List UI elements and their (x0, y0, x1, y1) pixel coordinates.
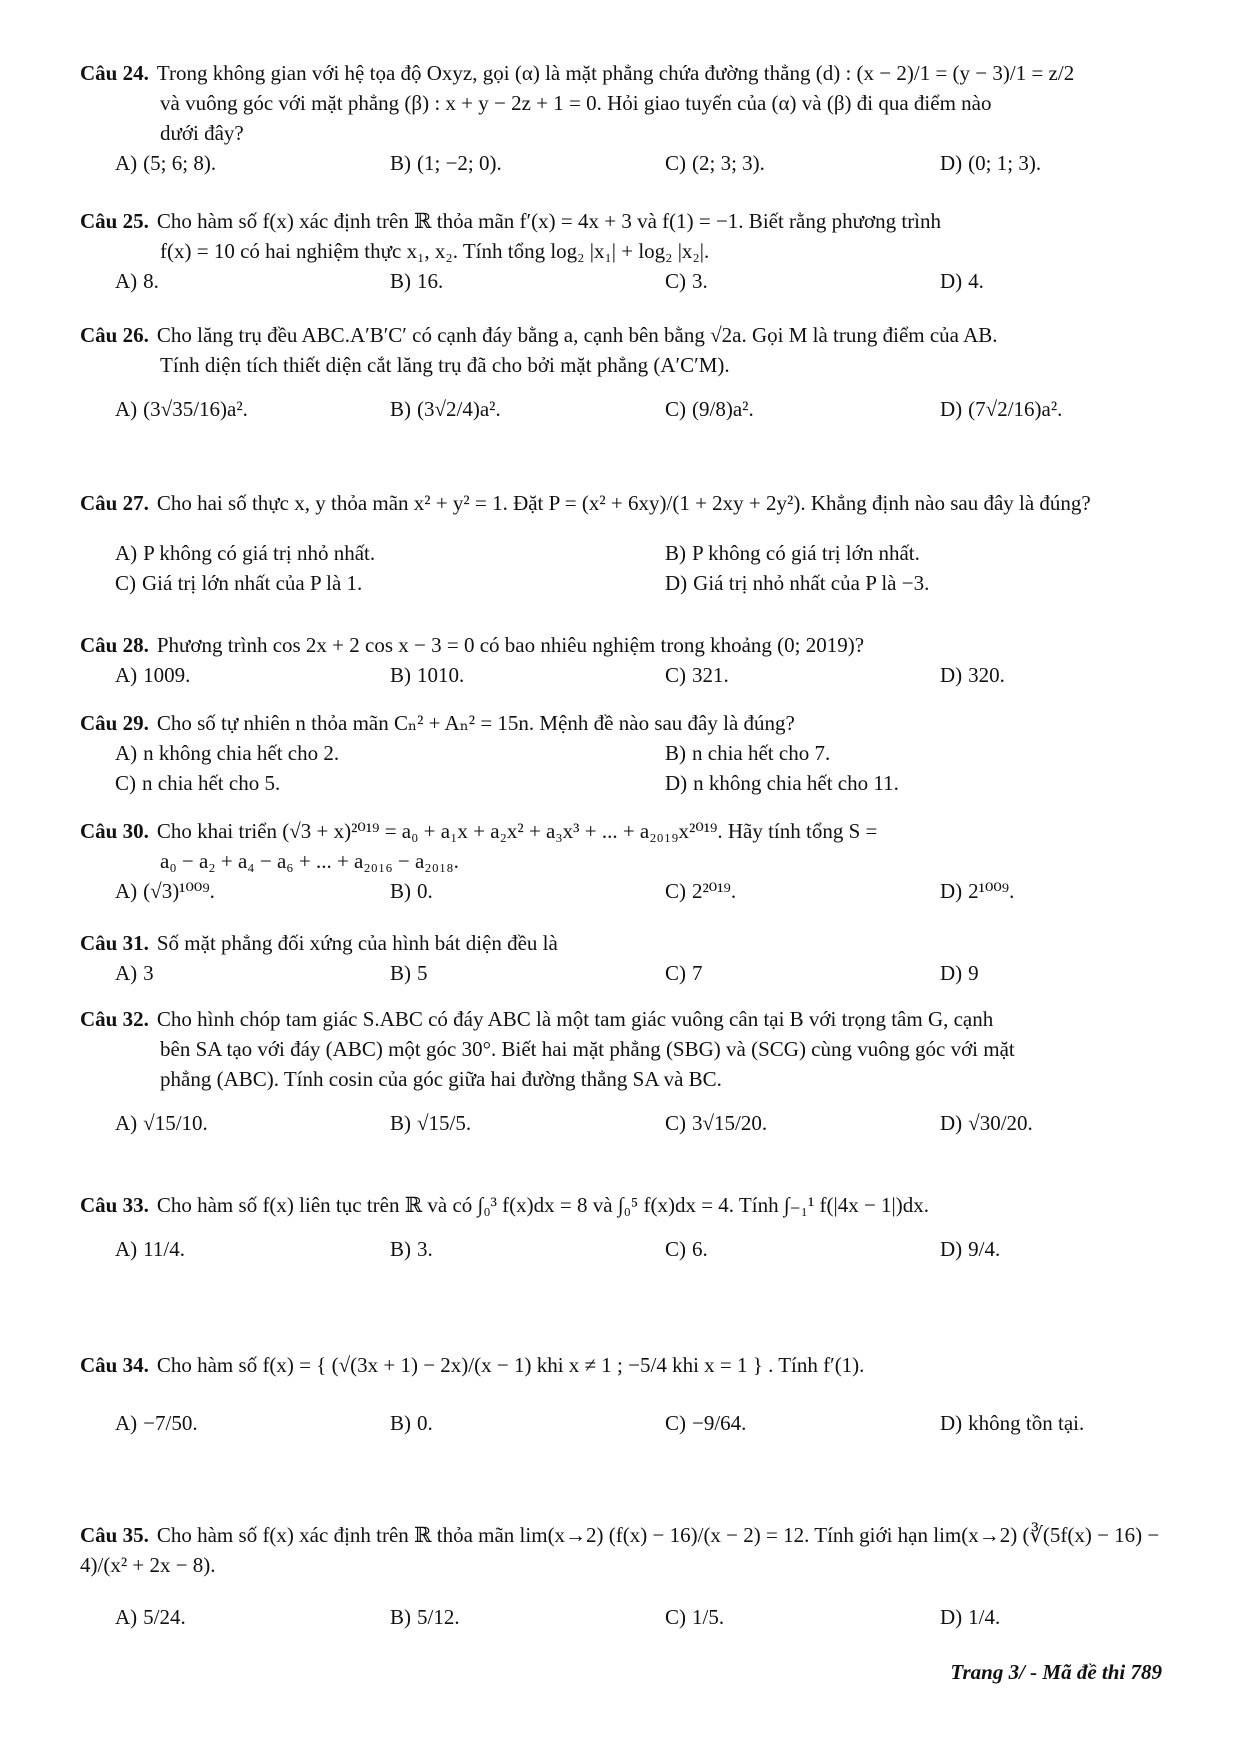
option-c[interactable]: C) 7 (665, 961, 703, 985)
option-b[interactable]: B) √15/5. (390, 1111, 472, 1135)
answer-options (80, 1394, 1160, 1450)
option-c[interactable]: C) 3√15/20. (665, 1111, 768, 1135)
option-a[interactable]: A) (√3)¹⁰⁰⁹. (115, 879, 215, 903)
option-a[interactable]: A) 3 (115, 961, 154, 985)
answer-options (80, 876, 1160, 906)
option-c[interactable]: C) −9/64. (665, 1411, 747, 1435)
question-stem: Câu 30. Cho khai triển (√3 + x)²⁰¹⁹ = a₀ + a₁x + a₂x² + a₃x³ + ... + a₂₀₁₉x²⁰¹⁹. Hãy tính tổng S = (80, 819, 878, 843)
question-stem: Câu 33. Cho hàm số f(x) liên tục trên ℝ và có ∫₀³ f(x)dx = 8 và ∫₀⁵ f(x)dx = 4. Tính ∫₋₁¹ f(|4x − 1|)dx. (80, 1193, 930, 1217)
question-number: Câu 30. (80, 819, 149, 843)
answer-options (80, 958, 1160, 988)
question-stem: Câu 35. Cho hàm số f(x) xác định trên ℝ thỏa mãn lim(x→2) (f(x) − 16)/(x − 2) = 12. Tính giới hạn lim(x→2) (∛(5f(x) − 16) − 4)/(x² + 2x − 8). (80, 1523, 1160, 1577)
question-number: Câu 31. (80, 931, 149, 955)
answer-options (80, 1094, 1160, 1150)
question-32 (80, 1004, 1160, 1150)
option-c[interactable]: C) (2; 3; 3). (665, 151, 765, 175)
question-number: Câu 33. (80, 1193, 149, 1217)
option-a[interactable]: A) 1009. (115, 663, 191, 687)
question-stem-line: bên SA tạo với đáy (ABC) một góc 30°. Biết hai mặt phẳng (SBG) và (SCG) cùng vuông góc với mặt (160, 1037, 1015, 1061)
option-b[interactable]: B) 3. (390, 1237, 433, 1261)
answer-options (80, 660, 1160, 690)
question-stem-line: và vuông góc với mặt phẳng (β) : x + y − 2z + 1 = 0. Hỏi giao tuyến của (α) và (β) đi qua điểm nào (160, 91, 992, 115)
question-stem: Câu 27. Cho hai số thực x, y thỏa mãn x² + y² = 1. Đặt P = (x² + 6xy)/(1 + 2xy + 2y²). Khẳng định nào sau đây là đúng? (80, 491, 1091, 515)
question-31 (80, 928, 1160, 988)
option-a[interactable]: A) P không có giá trị nhỏ nhất. (115, 541, 376, 565)
option-a[interactable]: A) 8. (115, 269, 159, 293)
option-d[interactable]: D) 2¹⁰⁰⁹. (940, 879, 1015, 903)
question-stem-line: a₀ − a₂ + a₄ − a₆ + ... + a₂₀₁₆ − a₂₀₁₈. (160, 849, 459, 873)
answer-options (80, 266, 1160, 296)
question-33 (80, 1190, 1160, 1276)
option-c[interactable]: C) 2²⁰¹⁹. (665, 879, 737, 903)
answer-options (80, 380, 1160, 436)
answer-options (80, 738, 1160, 798)
question-stem: Câu 28. Phương trình cos 2x + 2 cos x − 3 = 0 có bao nhiêu nghiệm trong khoảng (0; 2019)? (80, 633, 865, 657)
question-stem: Câu 31. Số mặt phẳng đối xứng của hình bát diện đều là (80, 931, 558, 955)
option-a[interactable]: A) √15/10. (115, 1111, 208, 1135)
option-d[interactable]: D) n không chia hết cho 11. (665, 771, 899, 795)
question-stem: Câu 34. Cho hàm số f(x) = { (√(3x + 1) − 2x)/(x − 1) khi x ≠ 1 ; −5/4 khi x = 1 } . Tính f′(1). (80, 1353, 865, 1377)
option-a[interactable]: A) (5; 6; 8). (115, 151, 217, 175)
option-d[interactable]: D) (0; 1; 3). (940, 151, 1042, 175)
option-b[interactable]: B) 16. (390, 269, 444, 293)
option-d[interactable]: D) 1/4. (940, 1605, 1001, 1629)
option-d[interactable]: D) Giá trị nhỏ nhất của P là −3. (665, 571, 930, 595)
option-c[interactable]: C) 1/5. (665, 1605, 725, 1629)
option-b[interactable]: B) (3√2/4)a². (390, 397, 501, 421)
answer-options (80, 538, 1160, 598)
option-d[interactable]: D) (7√2/16)a². (940, 397, 1063, 421)
question-27 (80, 488, 1160, 598)
option-a[interactable]: A) (3√35/16)a². (115, 397, 248, 421)
question-stem: Câu 26. Cho lăng trụ đều ABC.A′B′C′ có cạnh đáy bằng a, cạnh bên bằng √2a. Gọi M là trung điểm của AB. (80, 323, 998, 347)
question-stem-line: dưới đây? (160, 121, 244, 145)
option-a[interactable]: A) n không chia hết cho 2. (115, 741, 340, 765)
option-d[interactable]: D) 320. (940, 663, 1005, 687)
option-b[interactable]: B) 0. (390, 1411, 433, 1435)
answer-options (80, 148, 1160, 178)
question-stem: Câu 25. Cho hàm số f(x) xác định trên ℝ thỏa mãn f′(x) = 4x + 3 và f(1) = −1. Biết rằng phương trình (80, 209, 942, 233)
question-number: Câu 25. (80, 209, 149, 233)
question-28 (80, 630, 1160, 690)
question-stem-line: f(x) = 10 có hai nghiệm thực x₁, x₂. Tính tổng log₂ |x₁| + log₂ |x₂|. (160, 239, 710, 263)
question-stem: Câu 32. Cho hình chóp tam giác S.ABC có đáy ABC là một tam giác vuông cân tại B với trọng tâm G, cạnh (80, 1007, 994, 1031)
question-24 (80, 58, 1160, 178)
question-stem: Câu 24. Trong không gian với hệ tọa độ Oxyz, gọi (α) là mặt phẳng chứa đường thẳng (d) : (x − 2)/1 = (y − 3)/1 = z/2 (80, 61, 1075, 85)
option-d[interactable]: D) 4. (940, 269, 984, 293)
answer-options (80, 1220, 1160, 1276)
question-35 (80, 1520, 1160, 1644)
option-c[interactable]: C) (9/8)a². (665, 397, 754, 421)
option-c[interactable]: C) 321. (665, 663, 729, 687)
option-a[interactable]: A) 11/4. (115, 1237, 185, 1261)
question-29 (80, 708, 1160, 798)
option-b[interactable]: B) 1010. (390, 663, 465, 687)
answer-options (80, 1588, 1160, 1644)
question-number: Câu 26. (80, 323, 149, 347)
option-b[interactable]: B) 5 (390, 961, 428, 985)
question-number: Câu 24. (80, 61, 149, 85)
option-d[interactable]: D) √30/20. (940, 1111, 1033, 1135)
question-stem-line: Tính diện tích thiết diện cắt lăng trụ đã cho bởi mặt phẳng (A′C′M). (160, 353, 730, 377)
question-number: Câu 29. (80, 711, 149, 735)
option-b[interactable]: B) 0. (390, 879, 433, 903)
option-c[interactable]: C) Giá trị lớn nhất của P là 1. (115, 571, 363, 595)
question-30 (80, 816, 1160, 906)
option-b[interactable]: B) P không có giá trị lớn nhất. (665, 541, 920, 565)
question-26 (80, 320, 1160, 436)
question-number: Câu 28. (80, 633, 149, 657)
question-number: Câu 35. (80, 1523, 149, 1547)
question-number: Câu 27. (80, 491, 149, 515)
option-c[interactable]: C) 6. (665, 1237, 708, 1261)
question-number: Câu 32. (80, 1007, 149, 1031)
option-a[interactable]: A) −7/50. (115, 1411, 198, 1435)
question-stem: Câu 29. Cho số tự nhiên n thỏa mãn Cₙ² + Aₙ² = 15n. Mệnh đề nào sau đây là đúng? (80, 711, 795, 735)
option-a[interactable]: A) 5/24. (115, 1605, 186, 1629)
option-b[interactable]: B) (1; −2; 0). (390, 151, 502, 175)
option-d[interactable]: D) 9 (940, 961, 979, 985)
option-b[interactable]: B) 5/12. (390, 1605, 460, 1629)
option-c[interactable]: C) n chia hết cho 5. (115, 771, 281, 795)
question-number: Câu 34. (80, 1353, 149, 1377)
page-footer: Trang 3/ - Mã đề thi 789 (950, 1660, 1162, 1684)
option-c[interactable]: C) 3. (665, 269, 708, 293)
question-34 (80, 1350, 1160, 1450)
question-25 (80, 206, 1160, 296)
option-d[interactable]: D) không tồn tại. (940, 1411, 1085, 1435)
question-stem-line: phẳng (ABC). Tính cosin của góc giữa hai đường thẳng SA và BC. (160, 1067, 722, 1091)
option-d[interactable]: D) 9/4. (940, 1237, 1001, 1261)
option-b[interactable]: B) n chia hết cho 7. (665, 741, 831, 765)
